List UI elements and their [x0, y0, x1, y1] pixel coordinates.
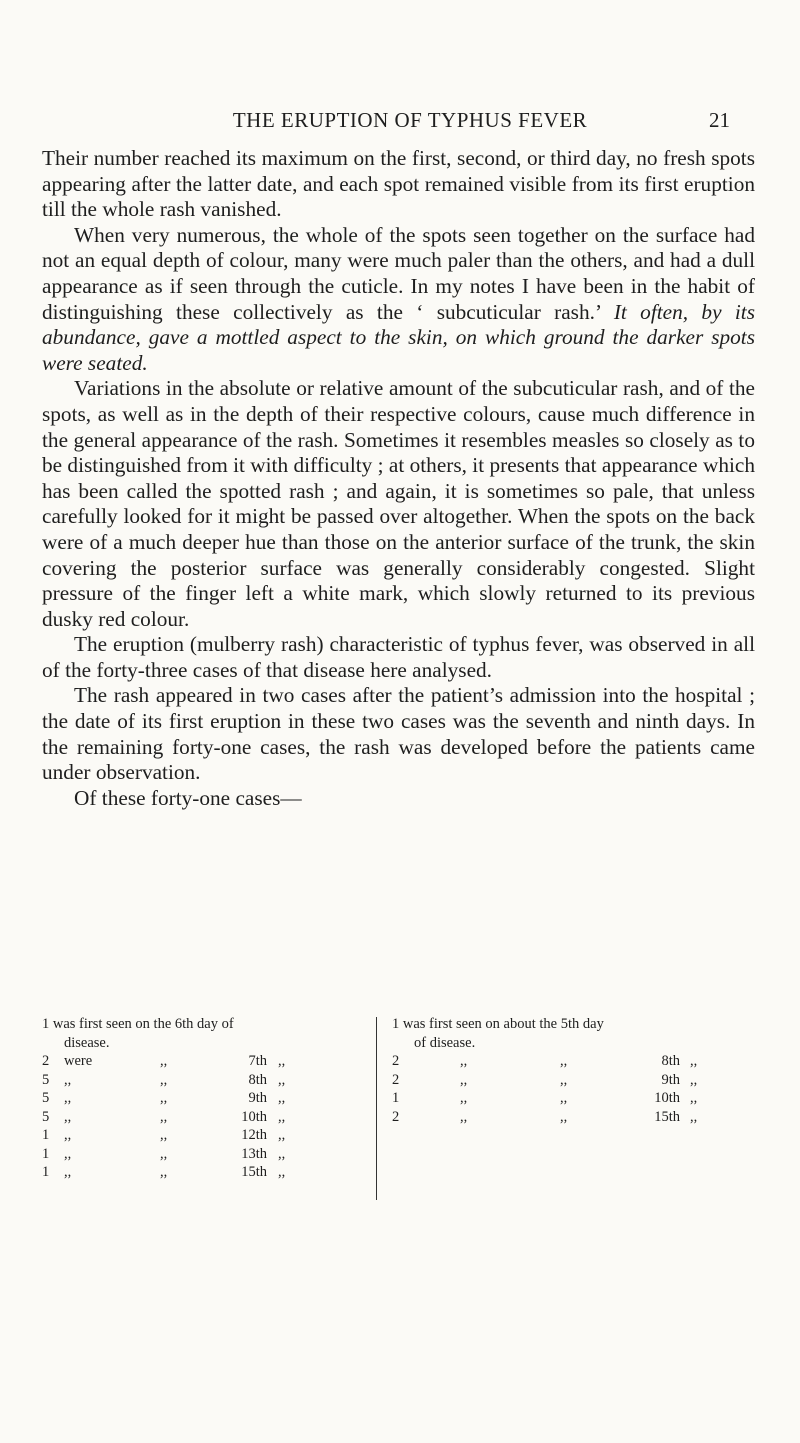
table-left-second-line: disease.	[64, 1034, 110, 1051]
ditto-were: were	[64, 1053, 93, 1069]
table-row	[42, 1126, 360, 1145]
ditto-were: ,,	[460, 1071, 468, 1088]
ditto-mark: ,,	[278, 1164, 286, 1180]
paragraph-text: When very numerous, the whole of the spots seen together on the surface had not an equal depth of colour, many were much paler than the others, and had a dull appearance as if seen through the cuticle. In my notes I have been in the habit of distinguishing these collectively as the ‘ subcuticular rash.’	[42, 222, 755, 324]
case-count: 2	[392, 1108, 400, 1125]
table-row	[42, 1089, 360, 1108]
table-row	[392, 1071, 752, 1090]
ditto-mark: ,,	[690, 1071, 698, 1088]
table-row	[42, 1108, 360, 1127]
ditto-were: ,,	[460, 1108, 468, 1125]
table-right-second-line: of disease.	[414, 1034, 476, 1051]
case-count: 1	[42, 1164, 50, 1180]
case-count: 1	[42, 1127, 50, 1143]
paragraph	[42, 632, 755, 683]
case-count: 5	[42, 1071, 50, 1088]
day-ordinal: 13th	[241, 1145, 267, 1162]
paragraph	[42, 786, 755, 812]
column-divider	[376, 1017, 377, 1200]
ditto-were: ,,	[64, 1145, 72, 1162]
table-row	[392, 1108, 752, 1127]
case-count: 5	[42, 1090, 50, 1106]
case-count: 1	[392, 1090, 400, 1106]
case-count: 2	[392, 1071, 400, 1088]
case-count: 2	[42, 1053, 50, 1069]
day-ordinal: 9th	[661, 1071, 680, 1088]
ditto-mark: ,,	[160, 1145, 168, 1162]
page-number: 21	[709, 108, 730, 132]
day-ordinal: 8th	[661, 1053, 680, 1069]
day-ordinal: 7th	[248, 1053, 267, 1069]
ditto-mark: ,,	[278, 1108, 286, 1125]
table-right	[392, 1015, 752, 1126]
paragraph	[42, 376, 755, 632]
ditto-mark: ,,	[560, 1108, 568, 1125]
table-row	[42, 1145, 360, 1164]
ditto-were: ,,	[64, 1127, 72, 1143]
table-left	[42, 1015, 360, 1182]
ditto-mark: ,,	[160, 1127, 168, 1143]
paragraph	[42, 223, 755, 377]
table-left-first-line: 1 was first seen on the 6th day of	[42, 1016, 234, 1032]
table-row	[392, 1089, 752, 1108]
day-ordinal: 8th	[248, 1071, 267, 1088]
ditto-mark: ,,	[690, 1053, 698, 1069]
ditto-were: ,,	[64, 1164, 72, 1180]
ditto-mark: ,,	[160, 1090, 168, 1106]
table-row	[42, 1163, 360, 1182]
day-ordinal: 10th	[654, 1090, 680, 1106]
ditto-were: ,,	[460, 1090, 468, 1106]
paragraph	[42, 683, 755, 785]
paragraph-text: The rash appeared in two cases after the patient’s admission into the hospital ; the date of its first eruption in these two cases was the seventh and ninth days. In the remaining forty-one cases, the rash was developed before the patients came under observation.	[42, 683, 755, 785]
italic-text: It often, by its abundance, gave a mottled aspect to the skin, on which ground the darker spots were seated.	[42, 299, 755, 375]
ditto-mark: ,,	[690, 1108, 698, 1125]
ditto-mark: ,,	[278, 1127, 286, 1143]
ditto-mark: ,,	[160, 1071, 168, 1088]
case-count: 1	[42, 1145, 50, 1162]
case-count: 2	[392, 1053, 400, 1069]
ditto-were: ,,	[64, 1090, 72, 1106]
ditto-mark: ,,	[278, 1090, 286, 1106]
ditto-mark: ,,	[560, 1090, 568, 1106]
table-row	[392, 1052, 752, 1071]
day-ordinal: 9th	[248, 1090, 267, 1106]
chapter-title: THE ERUPTION OF TYPHUS FEVER	[232, 108, 588, 132]
table-right-first-line: 1 was first seen on about the 5th day	[392, 1016, 604, 1032]
paragraph-text: Variations in the absolute or relative amount of the subcuticular rash, and of the spots, as well as in the depth of their respective colours, cause much difference in the general appearance of the rash. Sometimes it resembles measles so closely as to be distinguished from it with difficulty ; at others, it presents that appearance which has been called the spotted rash ; and again, it is sometimes so pale, that unless carefully looked for it might be passed over altogether. When the spots on the back were of a much deeper hue than those on the anterior surface of the trunk, the skin covering the posterior surface was generally considerably congested. Slight pressure of the finger left a white mark, which slowly returned to its previous dusky red colour.	[42, 376, 755, 631]
day-ordinal: 15th	[241, 1164, 267, 1180]
ditto-mark: ,,	[690, 1090, 698, 1106]
ditto-were: ,,	[460, 1053, 468, 1069]
ditto-mark: ,,	[278, 1053, 286, 1069]
ditto-mark: ,,	[160, 1053, 168, 1069]
day-ordinal: 12th	[241, 1127, 267, 1143]
ditto-mark: ,,	[278, 1145, 286, 1162]
ditto-mark: ,,	[160, 1108, 168, 1125]
body-text	[42, 146, 755, 811]
table-row	[42, 1052, 360, 1071]
ditto-mark: ,,	[560, 1071, 568, 1088]
ditto-mark: ,,	[560, 1053, 568, 1069]
ditto-mark: ,,	[278, 1071, 286, 1088]
ditto-were: ,,	[64, 1108, 72, 1125]
day-ordinal: 15th	[654, 1108, 680, 1125]
ditto-mark: ,,	[160, 1164, 168, 1180]
table-row	[42, 1071, 360, 1090]
day-ordinal: 10th	[241, 1108, 267, 1125]
case-count: 5	[42, 1108, 50, 1125]
paragraph-text: Of these forty-one cases—	[74, 785, 302, 810]
ditto-were: ,,	[64, 1071, 72, 1088]
running-header	[90, 108, 730, 136]
paragraph-text: The eruption (mulberry rash) characteristic of typhus fever, was observed in all of the forty-three cases of that disease here analysed.	[42, 632, 755, 682]
paragraph-text: Their number reached its maximum on the first, second, or third day, no fresh spots appearing after the latter date, and each spot remained visible from its first eruption till the whole rash vanished.	[42, 146, 755, 222]
paragraph	[42, 146, 755, 223]
